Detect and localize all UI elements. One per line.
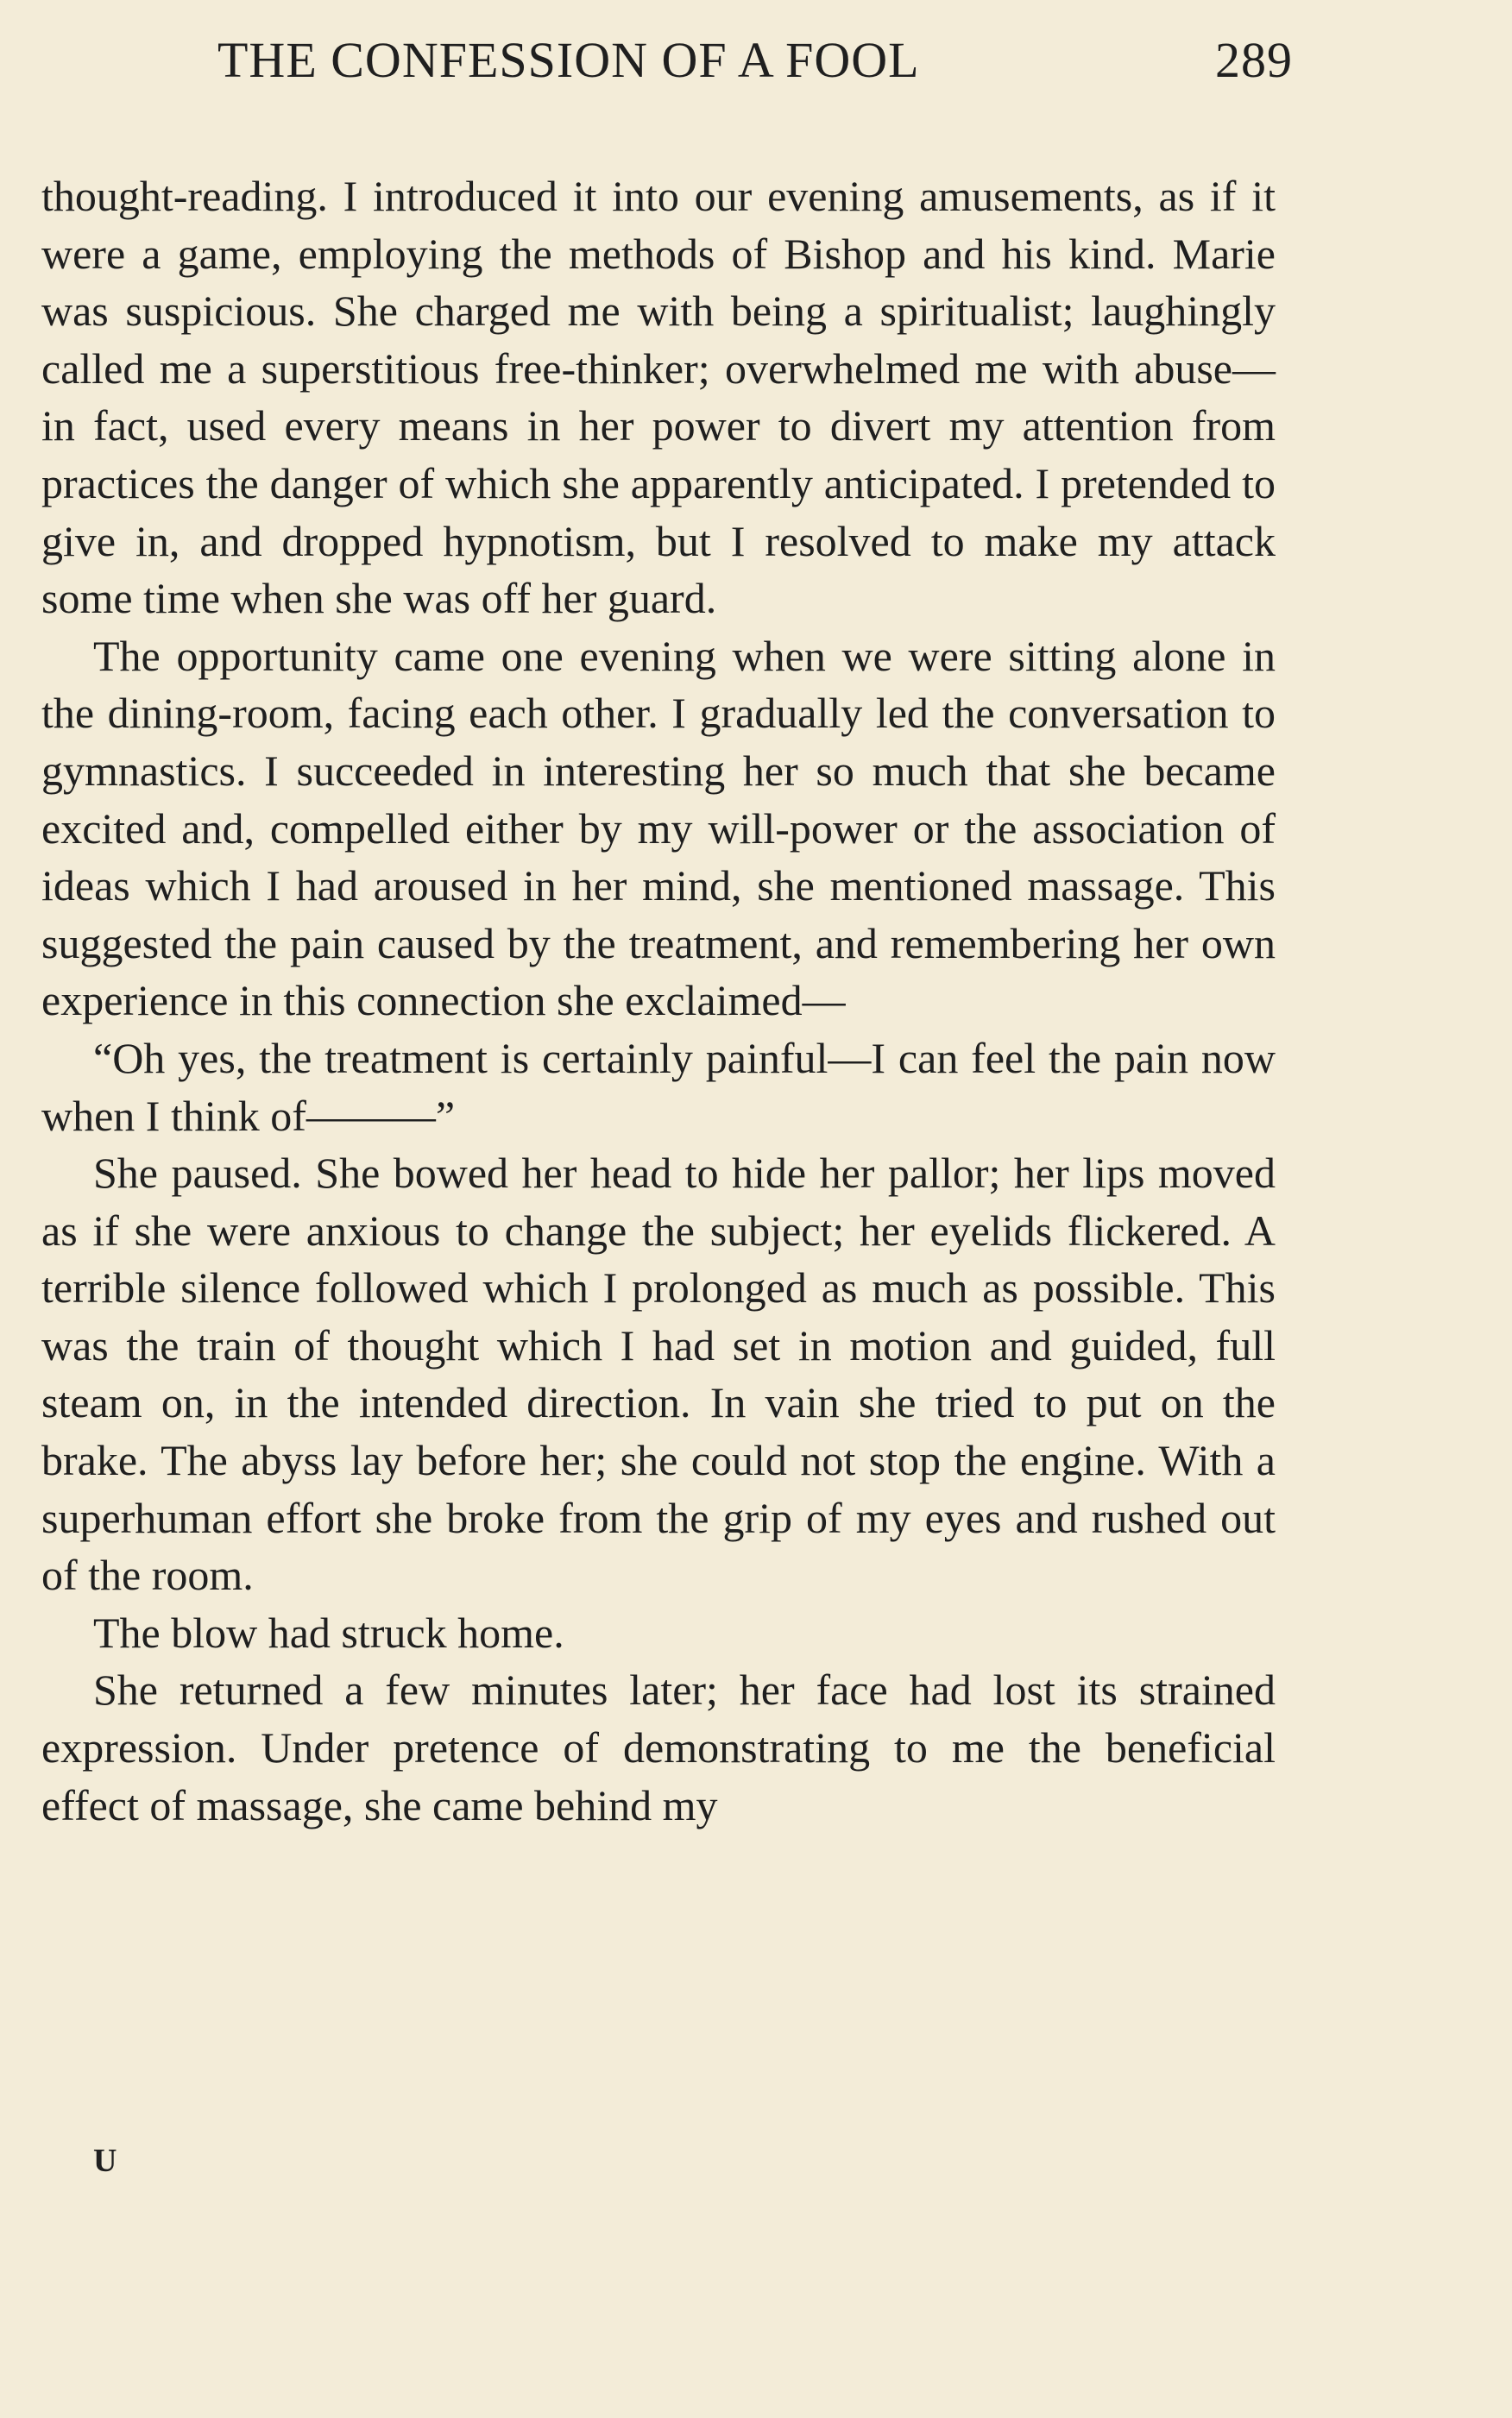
paragraph: thought-reading. I introduced it into our evening amusements, as if it were a game, employing the methods of Bishop and his kind. Marie was suspicious. She charged me with being a spiritualist; laughingly called me a superstitious free-thinker; overwhelmed me with abuse—in fact, used every means in her power to divert my attention from practices the danger of which she apparently anticipated. I pretended to give in, and dropped hypnotism, but I resolved to make my attack some time when she was off her guard. xyxy=(41,172,1276,623)
page-number: 289 xyxy=(1215,32,1293,88)
paragraph: She paused. She bowed her head to hide her pallor; her lips moved as if she were anxious to change the subject; her eyelids flickered. A terrible silence followed which I prolonged as much as possible. This was the train of thought which I had set in motion and guided, full steam on, in the intended direction. In vain she tried to put on the brake. The abyss lay before her; she could not stop the engine. With a superhuman effort she broke from the grip of my eyes and rushed out of the room. xyxy=(41,1149,1276,1600)
signature-mark: U xyxy=(93,2143,118,2179)
paragraph: The opportunity came one evening when we were sitting alone in the dining-room, facing each other. I gradually led the conversation to gymnastics. I succeeded in interesting her so much that she became excited and, compelled either by my will-power or the association of ideas which I had aroused in her mind, she mentioned massage. This suggested the pain caused by the treatment, and remembering her own experience in this connection she exclaimed— xyxy=(41,631,1276,1025)
running-head-title: THE CONFESSION OF A FOOL xyxy=(217,32,920,88)
running-head xyxy=(41,31,1293,97)
paragraph: The blow had struck home. xyxy=(93,1608,564,1657)
paragraph: She returned a few minutes later; her face had lost its strained expression. Under pretence of demonstrating to me the beneficial effect of massage, she came behind my xyxy=(41,1666,1276,1829)
book-page xyxy=(41,31,1293,1834)
body-text xyxy=(41,167,1276,1834)
paragraph: “Oh yes, the treatment is certainly painful—I can feel the pain now when I think of———” xyxy=(41,1033,1276,1140)
